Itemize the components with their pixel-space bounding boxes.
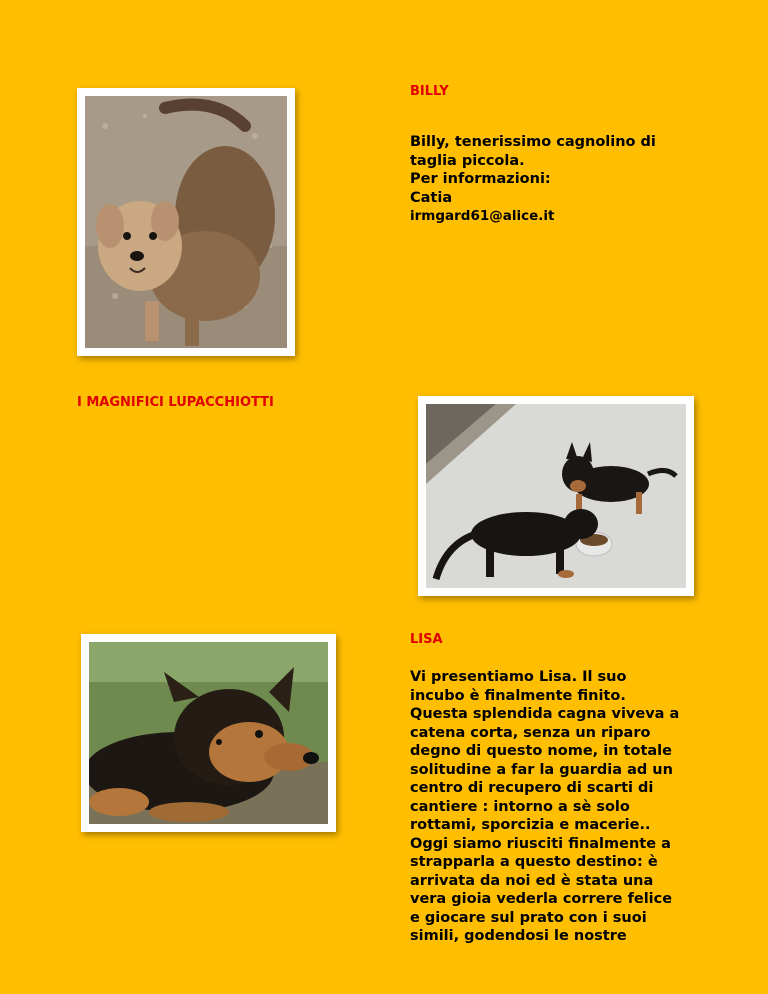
lisa-line: arrivata da noi ed è stata una — [410, 872, 654, 889]
billy-dog-image — [85, 96, 287, 348]
lupacchiotti-title: I MAGNIFICI LUPACCHIOTTI — [77, 395, 274, 410]
billy-description — [410, 133, 656, 226]
billy-line: taglia piccola. — [410, 152, 525, 169]
lisa-title: LISA — [410, 632, 443, 647]
lisa-line: strapparla a questo destino: è — [410, 854, 658, 870]
lisa-line: vera gioia vederla correre felice — [410, 891, 673, 907]
lisa-line: Questa splendida cagna viveva a — [410, 706, 680, 722]
billy-line: Per informazioni: — [410, 171, 551, 187]
billy-line: Billy, tenerissimo cagnolino di — [410, 134, 656, 150]
puppies-image — [426, 404, 686, 588]
lisa-line: solitudine a far la guardia ad un — [410, 761, 673, 778]
lisa-line: incubo è finalmente finito. — [410, 687, 626, 704]
lisa-dog-image — [89, 642, 328, 824]
billy-email: irmgard61@alice.it — [410, 208, 555, 224]
lisa-line: Oggi siamo riusciti finalmente a — [410, 835, 671, 852]
billy-line: Catia — [410, 189, 453, 206]
lisa-line: degno di questo nome, in totale — [410, 743, 672, 759]
lupacchiotti-photo — [418, 396, 694, 596]
lisa-line: simili, godendosi le nostre — [410, 928, 627, 944]
lisa-line: catena corta, senza un riparo — [410, 724, 651, 741]
billy-title: BILLY — [410, 84, 449, 99]
lisa-line: cantiere : intorno a sè solo — [410, 798, 630, 815]
lisa-line: centro di recupero di scarti di — [410, 780, 654, 796]
lisa-line: e giocare sul prato con i suoi — [410, 909, 647, 926]
lisa-description — [410, 668, 679, 946]
lisa-line: Vi presentiamo Lisa. Il suo — [410, 669, 627, 685]
lisa-line: rottami, sporcizia e macerie.. — [410, 817, 651, 833]
billy-photo — [77, 88, 295, 356]
lisa-photo — [81, 634, 336, 832]
